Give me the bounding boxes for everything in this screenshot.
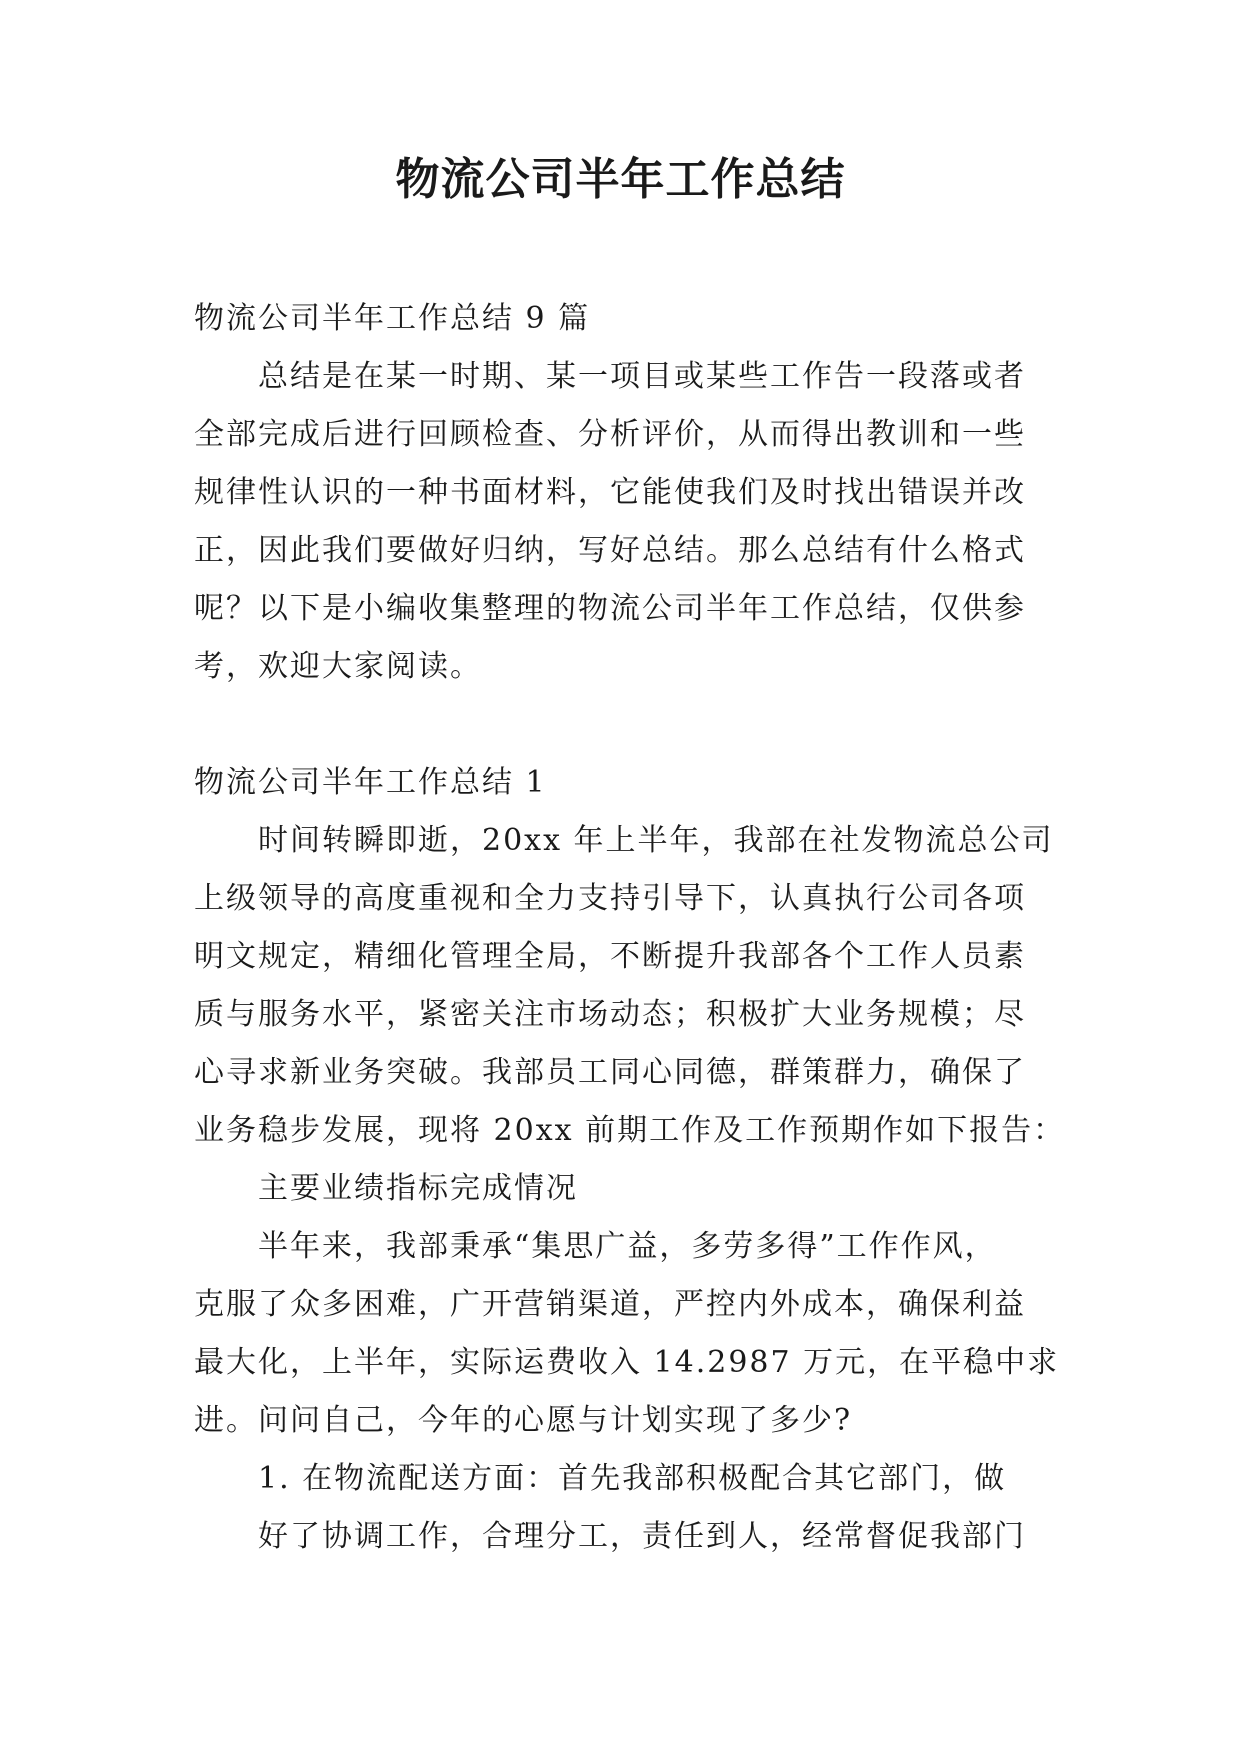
document-body [194,290,1066,1566]
body-line: 明文规定，精细化管理全局，不断提升我部各个工作人员素 [194,939,1026,974]
body-line: 最大化，上半年，实际运费收入 14.2987 万元，在平稳中求 [194,1345,1060,1380]
intro-line: 总结是在某一时期、某一项目或某些工作告一段落或者 [258,359,1026,394]
body-line: 质与服务水平，紧密关注市场动态；积极扩大业务规模；尽 [194,997,1026,1032]
section-heading: 物流公司半年工作总结 1 [194,765,547,800]
intro-line: 呢？以下是小编收集整理的物流公司半年工作总结，仅供参 [194,591,1026,626]
list-item-line: 好了协调工作，合理分工，责任到人，经常督促我部门 [258,1519,1026,1554]
intro-line: 规律性认识的一种书面材料，它能使我们及时找出错误并改 [194,475,1026,510]
intro-line: 全部完成后进行回顾检查、分析评价，从而得出教训和一些 [194,417,1026,452]
subheading: 主要业绩指标完成情况 [258,1171,578,1206]
body-line: 上级领导的高度重视和全力支持引导下，认真执行公司各项 [194,881,1026,916]
body-line: 进。问问自己，今年的心愿与计划实现了多少? [194,1403,853,1438]
body-line: 时间转瞬即逝，20xx 年上半年，我部在社发物流总公司 [258,823,1054,858]
intro-heading: 物流公司半年工作总结 9 篇 [194,301,591,336]
intro-line: 正，因此我们要做好归纳，写好总结。那么总结有什么格式 [194,533,1026,568]
document-title: 物流公司半年工作总结 [395,154,846,205]
body-line: 业务稳步发展，现将 20xx 前期工作及工作预期作如下报告： [194,1113,1066,1148]
paragraph-gap [194,696,1054,754]
list-item-line: 1. 在物流配送方面：首先我部积极配合其它部门，做 [258,1461,1007,1496]
body-line: 半年来，我部秉承“集思广益，多劳多得”工作作风， [258,1229,997,1264]
intro-line: 考，欢迎大家阅读。 [194,649,482,684]
body-line: 心寻求新业务突破。我部员工同心同德，群策群力，确保了 [194,1055,1026,1090]
body-line: 克服了众多困难，广开营销渠道，严控内外成本，确保利益 [194,1287,1026,1322]
